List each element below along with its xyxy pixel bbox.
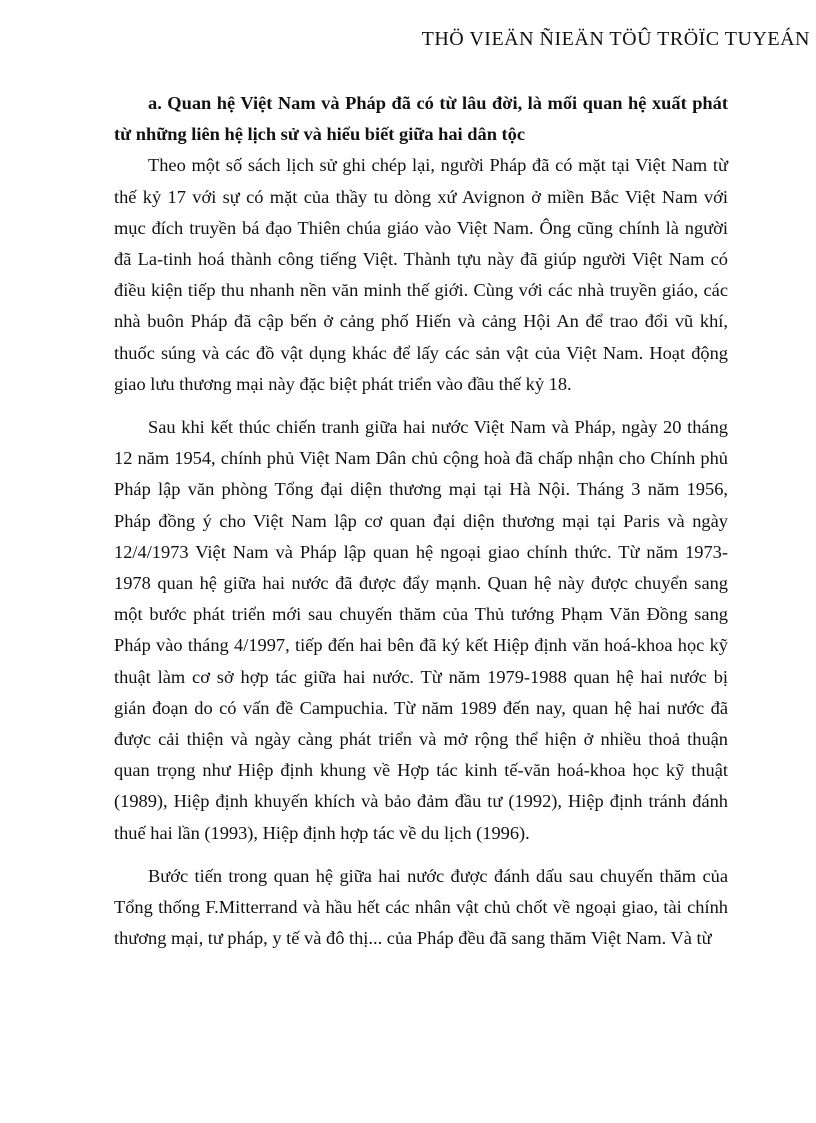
paragraph: Sau khi kết thúc chiến tranh giữa hai nước Việt Nam và Pháp, ngày 20 tháng 12 năm 1954, chính phủ Việt Nam Dân chủ cộng hoà đã chấp nhận cho Chính phủ Pháp lập văn phòng Tổng đại diện thương mại tại Hà Nội. Tháng 3 năm 1956, Pháp đồng ý cho Việt Nam lập cơ quan đại diện thương mại tại Paris và ngày 12/4/1973 Việt Nam và Pháp lập quan hệ ngoại giao chính thức. Từ năm 1973-1978 quan hệ giữa hai nước đã được đẩy mạnh. Quan hệ này được chuyển sang một bước phát triển mới sau chuyến thăm của Thủ tướng Phạm Văn Đồng sang Pháp vào tháng 4/1997, tiếp đến hai bên đã ký kết Hiệp định văn hoá-khoa học kỹ thuật làm cơ sở hợp tác giữa hai nước. Từ năm 1979-1988 quan hệ hai nước bị gián đoạn do có vấn đề Campuchia. Từ năm 1989 đến nay, quan hệ hai nước đã được cải thiện và ngày càng phát triển và mở rộng thể hiện ở nhiều thoả thuận quan trọng như Hiệp định khung về Hợp tác kinh tế-văn hoá-khoa học kỹ thuật (1989), Hiệp định khuyến khích và bảo đảm đầu tư (1992), Hiệp định tránh đánh thuế hai lần (1993), Hiệp định hợp tác về du lịch (1996).	[114, 417, 728, 843]
paragraph: Bước tiến trong quan hệ giữa hai nước được đánh dấu sau chuyến thăm của Tổng thống F.Mitterrand và hầu hết các nhân vật chủ chốt về ngoại giao, tài chính thương mại, tư pháp, y tế và đô thị... của Pháp đều đã sang thăm Việt Nam. Và từ	[114, 865, 728, 949]
running-header: THÖ VIEÄN ÑIEÄN TÖÛ TRÖÏC TUYEÁN	[421, 28, 810, 50]
section-heading: a. Quan hệ Việt Nam và Pháp đã có từ lâu đời, là mối quan hệ xuất phát từ những liên hệ lịch sử và hiểu biết giữa hai dân tộc	[114, 93, 728, 145]
paragraph: Theo một số sách lịch sử ghi chép lại, người Pháp đã có mặt tại Việt Nam từ thế kỷ 17 với sự có mặt của thầy tu dòng xứ Avignon ở miền Bắc Việt Nam với mục đích truyền bá đạo Thiên chúa giáo vào Việt Nam. Ông cũng chính là người đã La-tinh hoá thành công tiếng Việt. Thành tựu này đã giúp người Việt Nam có điều kiện tiếp thu nhanh nền văn minh thế giới. Cùng với các nhà truyền giáo, các nhà buôn Pháp đã cập bến ở cảng phố Hiến và cảng Hội An để trao đổi vũ khí, thuốc súng và các đồ vật dụng khác để lấy các sản vật của Việt Nam. Hoạt động giao lưu thương mại này đặc biệt phát triển vào đầu thế kỷ 18.	[114, 155, 728, 394]
document-body	[114, 88, 728, 954]
